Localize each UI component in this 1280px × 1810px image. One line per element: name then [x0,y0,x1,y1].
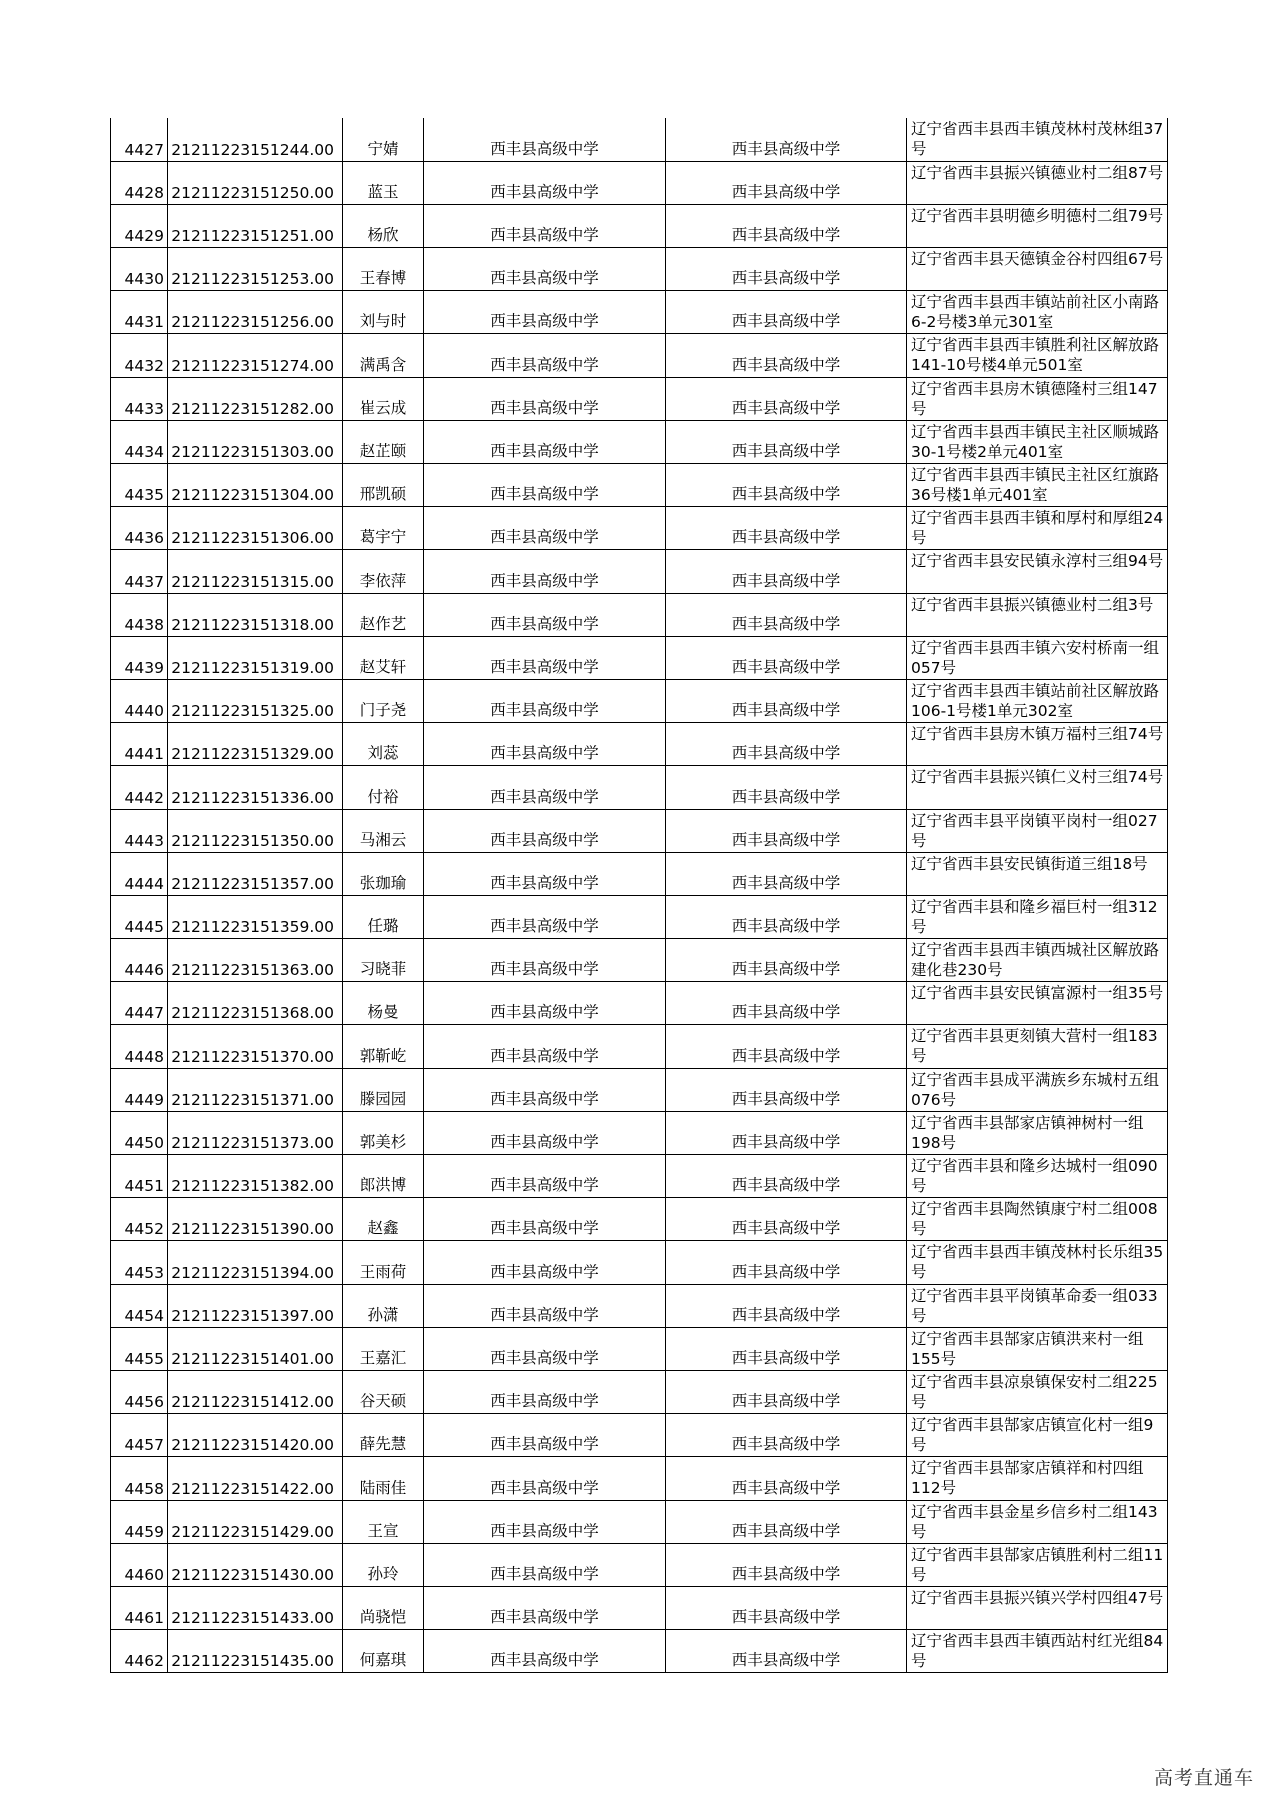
admitting-school-cell: 西丰县高级中学 [666,420,907,463]
row-number-cell: 4440 [111,679,168,722]
student-name-cell: 门子尧 [343,679,424,722]
exam-id-cell: 21211223151422.00 [168,1457,343,1500]
admitting-school-cell: 西丰县高级中学 [666,636,907,679]
address-cell: 辽宁省西丰县西丰镇民主社区顺城路30-1号楼2单元401室 [907,420,1168,463]
row-number-cell: 4461 [111,1586,168,1629]
exam-id-cell: 21211223151315.00 [168,550,343,593]
school-cell: 西丰县高级中学 [424,1241,666,1284]
address-cell: 辽宁省西丰县西丰镇西站村红光组84号 [907,1630,1168,1673]
exam-id-cell: 21211223151319.00 [168,636,343,679]
school-cell: 西丰县高级中学 [424,118,666,161]
row-number-cell: 4450 [111,1111,168,1154]
address-cell: 辽宁省西丰县平岗镇革命委一组033号 [907,1284,1168,1327]
student-name-cell: 刘蕊 [343,723,424,766]
table-row [111,982,1168,1025]
row-number-cell: 4431 [111,291,168,334]
school-cell: 西丰县高级中学 [424,377,666,420]
row-number-cell: 4457 [111,1414,168,1457]
row-number-cell: 4441 [111,723,168,766]
address-cell: 辽宁省西丰县振兴镇仁义村三组74号 [907,766,1168,809]
student-name-cell: 杨曼 [343,982,424,1025]
address-cell: 辽宁省西丰县西丰镇和厚村和厚组24号 [907,507,1168,550]
address-cell: 辽宁省西丰县凉泉镇保安村二组225号 [907,1370,1168,1413]
school-cell: 西丰县高级中学 [424,161,666,204]
school-cell: 西丰县高级中学 [424,420,666,463]
address-cell: 辽宁省西丰县西丰镇胜利社区解放路141-10号楼4单元501室 [907,334,1168,377]
table-row [111,1198,1168,1241]
address-cell: 辽宁省西丰县郜家店镇胜利村二组11号 [907,1543,1168,1586]
exam-id-cell: 21211223151420.00 [168,1414,343,1457]
address-cell: 辽宁省西丰县郜家店镇洪来村一组155号 [907,1327,1168,1370]
student-name-cell: 谷天硕 [343,1370,424,1413]
exam-id-cell: 21211223151244.00 [168,118,343,161]
school-cell: 西丰县高级中学 [424,1327,666,1370]
admitting-school-cell: 西丰县高级中学 [666,1586,907,1629]
school-cell: 西丰县高级中学 [424,723,666,766]
student-roster-table [110,118,1168,1673]
address-cell: 辽宁省西丰县明德乡明德村二组79号 [907,204,1168,247]
exam-id-cell: 21211223151250.00 [168,161,343,204]
admitting-school-cell: 西丰县高级中学 [666,939,907,982]
student-name-cell: 王雨荷 [343,1241,424,1284]
student-name-cell: 赵艾轩 [343,636,424,679]
school-cell: 西丰县高级中学 [424,550,666,593]
table-row [111,679,1168,722]
student-name-cell: 付裕 [343,766,424,809]
address-cell: 辽宁省西丰县和隆乡达城村一组090号 [907,1155,1168,1198]
school-cell: 西丰县高级中学 [424,1198,666,1241]
table-row [111,507,1168,550]
address-cell: 辽宁省西丰县陶然镇康宁村二组008号 [907,1198,1168,1241]
exam-id-cell: 21211223151251.00 [168,204,343,247]
school-cell: 西丰县高级中学 [424,593,666,636]
school-cell: 西丰县高级中学 [424,1500,666,1543]
address-cell: 辽宁省西丰县天德镇金谷村四组67号 [907,248,1168,291]
address-cell: 辽宁省西丰县成平满族乡东城村五组076号 [907,1068,1168,1111]
address-cell: 辽宁省西丰县西丰镇茂林村茂林组37号 [907,118,1168,161]
row-number-cell: 4447 [111,982,168,1025]
admitting-school-cell: 西丰县高级中学 [666,161,907,204]
student-name-cell: 张珈瑜 [343,852,424,895]
school-cell: 西丰县高级中学 [424,1155,666,1198]
row-number-cell: 4429 [111,204,168,247]
exam-id-cell: 21211223151368.00 [168,982,343,1025]
school-cell: 西丰县高级中学 [424,852,666,895]
row-number-cell: 4428 [111,161,168,204]
table-row [111,1586,1168,1629]
exam-id-cell: 21211223151401.00 [168,1327,343,1370]
student-name-cell: 邢凯硕 [343,464,424,507]
row-number-cell: 4460 [111,1543,168,1586]
student-name-cell: 王宣 [343,1500,424,1543]
site-watermark: 高考直通车 [1153,1767,1254,1789]
exam-id-cell: 21211223151306.00 [168,507,343,550]
table-row [111,464,1168,507]
school-cell: 西丰县高级中学 [424,1111,666,1154]
row-number-cell: 4449 [111,1068,168,1111]
admitting-school-cell: 西丰县高级中学 [666,723,907,766]
exam-id-cell: 21211223151256.00 [168,291,343,334]
row-number-cell: 4444 [111,852,168,895]
student-name-cell: 王嘉汇 [343,1327,424,1370]
admitting-school-cell: 西丰县高级中学 [666,1630,907,1673]
address-cell: 辽宁省西丰县西丰镇站前社区解放路106-1号楼1单元302室 [907,679,1168,722]
admitting-school-cell: 西丰县高级中学 [666,852,907,895]
row-number-cell: 4430 [111,248,168,291]
exam-id-cell: 21211223151304.00 [168,464,343,507]
admitting-school-cell: 西丰县高级中学 [666,118,907,161]
exam-id-cell: 21211223151433.00 [168,1586,343,1629]
table-row [111,1025,1168,1068]
exam-id-cell: 21211223151357.00 [168,852,343,895]
table-row [111,1284,1168,1327]
admitting-school-cell: 西丰县高级中学 [666,204,907,247]
exam-id-cell: 21211223151371.00 [168,1068,343,1111]
school-cell: 西丰县高级中学 [424,679,666,722]
row-number-cell: 4427 [111,118,168,161]
address-cell: 辽宁省西丰县西丰镇茂林村长乐组35号 [907,1241,1168,1284]
student-name-cell: 蓝玉 [343,161,424,204]
table-row [111,723,1168,766]
admitting-school-cell: 西丰县高级中学 [666,766,907,809]
address-cell: 辽宁省西丰县和隆乡福巨村一组312号 [907,895,1168,938]
school-cell: 西丰县高级中学 [424,1457,666,1500]
address-cell: 辽宁省西丰县更刻镇大营村一组183号 [907,1025,1168,1068]
student-name-cell: 满禹含 [343,334,424,377]
table-row [111,161,1168,204]
admitting-school-cell: 西丰县高级中学 [666,464,907,507]
table-row [111,1327,1168,1370]
row-number-cell: 4445 [111,895,168,938]
row-number-cell: 4452 [111,1198,168,1241]
exam-id-cell: 21211223151412.00 [168,1370,343,1413]
exam-id-cell: 21211223151274.00 [168,334,343,377]
table-row [111,593,1168,636]
table-row [111,1155,1168,1198]
school-cell: 西丰县高级中学 [424,464,666,507]
admitting-school-cell: 西丰县高级中学 [666,1457,907,1500]
school-cell: 西丰县高级中学 [424,1068,666,1111]
table-row [111,766,1168,809]
school-cell: 西丰县高级中学 [424,1025,666,1068]
exam-id-cell: 21211223151390.00 [168,1198,343,1241]
table-row [111,118,1168,161]
admitting-school-cell: 西丰县高级中学 [666,1500,907,1543]
address-cell: 辽宁省西丰县安民镇永淳村三组94号 [907,550,1168,593]
table-row [111,1370,1168,1413]
exam-id-cell: 21211223151303.00 [168,420,343,463]
row-number-cell: 4436 [111,507,168,550]
row-number-cell: 4443 [111,809,168,852]
table-row [111,1500,1168,1543]
school-cell: 西丰县高级中学 [424,204,666,247]
admitting-school-cell: 西丰县高级中学 [666,1025,907,1068]
table-row [111,420,1168,463]
admitting-school-cell: 西丰县高级中学 [666,507,907,550]
exam-id-cell: 21211223151429.00 [168,1500,343,1543]
student-name-cell: 郭美杉 [343,1111,424,1154]
table-row [111,852,1168,895]
school-cell: 西丰县高级中学 [424,291,666,334]
admitting-school-cell: 西丰县高级中学 [666,593,907,636]
admitting-school-cell: 西丰县高级中学 [666,809,907,852]
student-name-cell: 薛先慧 [343,1414,424,1457]
student-name-cell: 任璐 [343,895,424,938]
table-row [111,939,1168,982]
address-cell: 辽宁省西丰县西丰镇西城社区解放路建化巷230号 [907,939,1168,982]
table-row [111,636,1168,679]
student-name-cell: 刘与时 [343,291,424,334]
exam-id-cell: 21211223151350.00 [168,809,343,852]
exam-id-cell: 21211223151329.00 [168,723,343,766]
student-roster-table-container [110,118,1167,1673]
admitting-school-cell: 西丰县高级中学 [666,982,907,1025]
table-row [111,550,1168,593]
row-number-cell: 4437 [111,550,168,593]
school-cell: 西丰县高级中学 [424,1284,666,1327]
school-cell: 西丰县高级中学 [424,982,666,1025]
admitting-school-cell: 西丰县高级中学 [666,1284,907,1327]
admitting-school-cell: 西丰县高级中学 [666,550,907,593]
admitting-school-cell: 西丰县高级中学 [666,1241,907,1284]
exam-id-cell: 21211223151336.00 [168,766,343,809]
student-name-cell: 孙潇 [343,1284,424,1327]
row-number-cell: 4454 [111,1284,168,1327]
school-cell: 西丰县高级中学 [424,334,666,377]
table-row [111,291,1168,334]
address-cell: 辽宁省西丰县郜家店镇宣化村一组9号 [907,1414,1168,1457]
row-number-cell: 4456 [111,1370,168,1413]
school-cell: 西丰县高级中学 [424,507,666,550]
exam-id-cell: 21211223151282.00 [168,377,343,420]
address-cell: 辽宁省西丰县房木镇万福村三组74号 [907,723,1168,766]
exam-id-cell: 21211223151430.00 [168,1543,343,1586]
address-cell: 辽宁省西丰县郜家店镇神树村一组198号 [907,1111,1168,1154]
student-name-cell: 郭靳屹 [343,1025,424,1068]
student-name-cell: 赵作艺 [343,593,424,636]
row-number-cell: 4442 [111,766,168,809]
student-name-cell: 滕园园 [343,1068,424,1111]
exam-id-cell: 21211223151435.00 [168,1630,343,1673]
address-cell: 辽宁省西丰县振兴镇兴学村四组47号 [907,1586,1168,1629]
table-row [111,334,1168,377]
row-number-cell: 4455 [111,1327,168,1370]
address-cell: 辽宁省西丰县振兴镇德业村二组87号 [907,161,1168,204]
exam-id-cell: 21211223151382.00 [168,1155,343,1198]
row-number-cell: 4448 [111,1025,168,1068]
row-number-cell: 4459 [111,1500,168,1543]
row-number-cell: 4462 [111,1630,168,1673]
row-number-cell: 4433 [111,377,168,420]
admitting-school-cell: 西丰县高级中学 [666,895,907,938]
student-name-cell: 马湘云 [343,809,424,852]
table-row [111,377,1168,420]
student-name-cell: 赵鑫 [343,1198,424,1241]
address-cell: 辽宁省西丰县房木镇德隆村三组147号 [907,377,1168,420]
address-cell: 辽宁省西丰县振兴镇德业村二组3号 [907,593,1168,636]
exam-id-cell: 21211223151318.00 [168,593,343,636]
admitting-school-cell: 西丰县高级中学 [666,1068,907,1111]
school-cell: 西丰县高级中学 [424,1586,666,1629]
exam-id-cell: 21211223151363.00 [168,939,343,982]
table-row [111,1111,1168,1154]
table-row [111,204,1168,247]
admitting-school-cell: 西丰县高级中学 [666,248,907,291]
address-cell: 辽宁省西丰县金星乡信乡村二组143号 [907,1500,1168,1543]
address-cell: 辽宁省西丰县西丰镇站前社区小南路6-2号楼3单元301室 [907,291,1168,334]
student-name-cell: 葛宇宁 [343,507,424,550]
student-name-cell: 习晓菲 [343,939,424,982]
address-cell: 辽宁省西丰县安民镇富源村一组35号 [907,982,1168,1025]
student-name-cell: 何嘉琪 [343,1630,424,1673]
admitting-school-cell: 西丰县高级中学 [666,334,907,377]
row-number-cell: 4435 [111,464,168,507]
school-cell: 西丰县高级中学 [424,1630,666,1673]
exam-id-cell: 21211223151373.00 [168,1111,343,1154]
school-cell: 西丰县高级中学 [424,939,666,982]
address-cell: 辽宁省西丰县平岗镇平岗村一组027号 [907,809,1168,852]
address-cell: 辽宁省西丰县安民镇街道三组18号 [907,852,1168,895]
admitting-school-cell: 西丰县高级中学 [666,1155,907,1198]
admitting-school-cell: 西丰县高级中学 [666,377,907,420]
exam-id-cell: 21211223151325.00 [168,679,343,722]
row-number-cell: 4432 [111,334,168,377]
admitting-school-cell: 西丰县高级中学 [666,679,907,722]
school-cell: 西丰县高级中学 [424,895,666,938]
student-name-cell: 郎洪博 [343,1155,424,1198]
student-name-cell: 李依萍 [343,550,424,593]
table-row [111,1241,1168,1284]
admitting-school-cell: 西丰县高级中学 [666,291,907,334]
school-cell: 西丰县高级中学 [424,766,666,809]
student-name-cell: 宁婧 [343,118,424,161]
address-cell: 辽宁省西丰县西丰镇民主社区红旗路36号楼1单元401室 [907,464,1168,507]
admitting-school-cell: 西丰县高级中学 [666,1327,907,1370]
address-cell: 辽宁省西丰县西丰镇六安村桥南一组057号 [907,636,1168,679]
student-name-cell: 陆雨佳 [343,1457,424,1500]
address-cell: 辽宁省西丰县郜家店镇祥和村四组112号 [907,1457,1168,1500]
row-number-cell: 4439 [111,636,168,679]
table-row [111,1457,1168,1500]
admitting-school-cell: 西丰县高级中学 [666,1198,907,1241]
admitting-school-cell: 西丰县高级中学 [666,1111,907,1154]
table-row [111,1630,1168,1673]
row-number-cell: 4453 [111,1241,168,1284]
table-row [111,1068,1168,1111]
exam-id-cell: 21211223151394.00 [168,1241,343,1284]
table-row [111,809,1168,852]
table-row [111,895,1168,938]
admitting-school-cell: 西丰县高级中学 [666,1370,907,1413]
school-cell: 西丰县高级中学 [424,248,666,291]
table-row [111,1543,1168,1586]
exam-id-cell: 21211223151359.00 [168,895,343,938]
exam-id-cell: 21211223151370.00 [168,1025,343,1068]
admitting-school-cell: 西丰县高级中学 [666,1414,907,1457]
exam-id-cell: 21211223151253.00 [168,248,343,291]
school-cell: 西丰县高级中学 [424,1414,666,1457]
row-number-cell: 4458 [111,1457,168,1500]
student-name-cell: 王春博 [343,248,424,291]
row-number-cell: 4451 [111,1155,168,1198]
row-number-cell: 4438 [111,593,168,636]
student-name-cell: 崔云成 [343,377,424,420]
school-cell: 西丰县高级中学 [424,1370,666,1413]
student-name-cell: 尚骁恺 [343,1586,424,1629]
school-cell: 西丰县高级中学 [424,1543,666,1586]
school-cell: 西丰县高级中学 [424,636,666,679]
student-name-cell: 杨欣 [343,204,424,247]
row-number-cell: 4434 [111,420,168,463]
school-cell: 西丰县高级中学 [424,809,666,852]
table-body [111,118,1168,1673]
student-name-cell: 孙玲 [343,1543,424,1586]
row-number-cell: 4446 [111,939,168,982]
admitting-school-cell: 西丰县高级中学 [666,1543,907,1586]
table-row [111,1414,1168,1457]
student-name-cell: 赵芷颐 [343,420,424,463]
table-row [111,248,1168,291]
exam-id-cell: 21211223151397.00 [168,1284,343,1327]
